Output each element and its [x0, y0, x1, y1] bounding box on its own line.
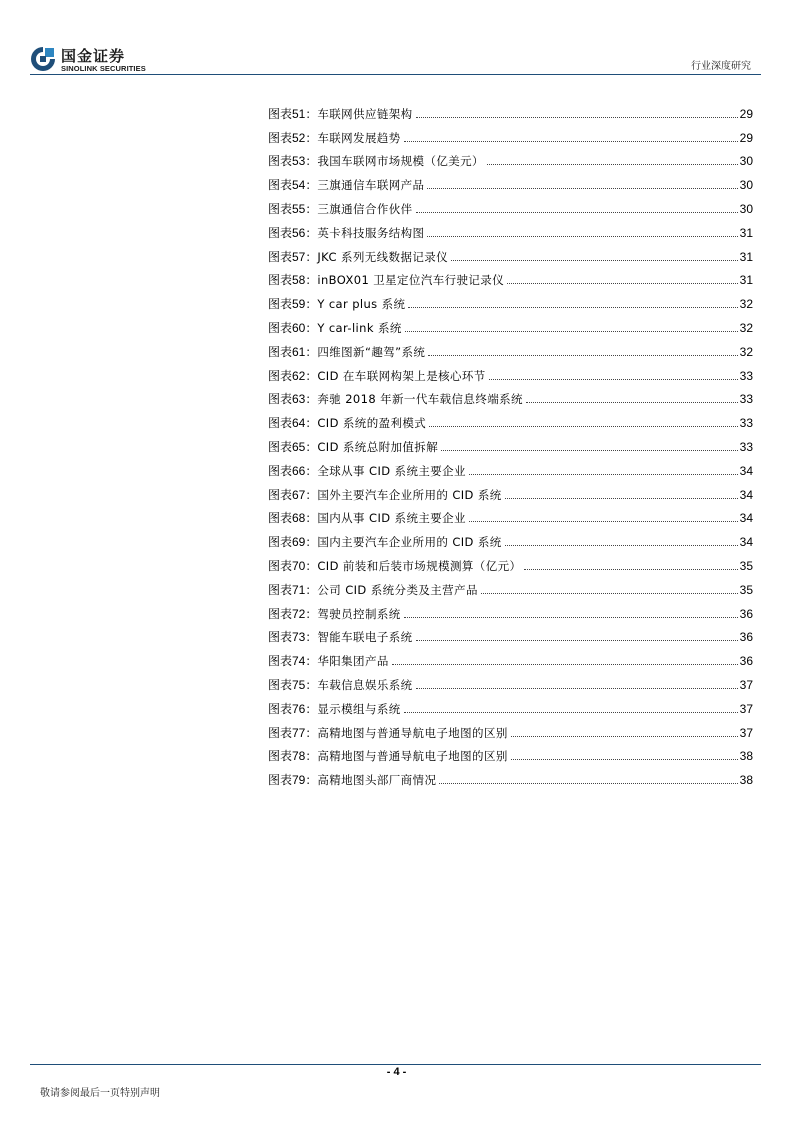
- toc-leader-dots: [427, 187, 737, 189]
- toc-entry[interactable]: [268, 192, 753, 216]
- toc-entry-label: 图表61：: [268, 344, 318, 359]
- toc-entry-title: 国外主要汽车企业所用的 CID 系统: [317, 487, 502, 502]
- toc-entry-title: 四维图新“趣驾”系统: [317, 344, 426, 359]
- toc-entry-title: 显示模组与系统: [317, 701, 401, 716]
- toc-entry-page: 34: [739, 511, 753, 526]
- toc-entry-page: 34: [739, 535, 753, 550]
- toc-entry-title: 车联网发展趋势: [317, 130, 401, 145]
- toc-entry[interactable]: [268, 668, 753, 692]
- toc-entry[interactable]: [268, 168, 753, 192]
- toc-entry-title: 英卡科技服务结构图: [317, 225, 425, 240]
- toc-leader-dots: [404, 140, 738, 142]
- toc-leader-dots: [507, 282, 738, 284]
- toc-entry-page: 36: [739, 654, 753, 669]
- toc-entry[interactable]: [268, 311, 753, 335]
- logo-chinese-name: 国金证券: [61, 47, 126, 65]
- toc-entry-page: 34: [739, 463, 753, 478]
- toc-entry-page: 33: [739, 416, 753, 431]
- toc-leader-dots: [481, 592, 738, 594]
- toc-entry[interactable]: [268, 763, 753, 787]
- toc-entry[interactable]: [268, 264, 753, 288]
- toc-entry[interactable]: [268, 287, 753, 311]
- toc-entry[interactable]: [268, 597, 753, 621]
- toc-entry-page: 29: [739, 130, 753, 145]
- toc-entry-title: 全球从事 CID 系统主要企业: [317, 463, 466, 478]
- company-logo: [30, 44, 190, 76]
- toc-entry-title: 国内主要汽车企业所用的 CID 系统: [317, 535, 502, 550]
- toc-leader-dots: [505, 544, 738, 546]
- toc-entry-title: CID 前装和后装市场规模测算（亿元）: [317, 558, 522, 573]
- toc-entry-page: 34: [739, 487, 753, 502]
- toc-leader-dots: [404, 711, 738, 713]
- report-type: 行业深度研究: [691, 61, 751, 72]
- toc-entry-title: CID 系统总附加值拆解: [317, 439, 439, 454]
- toc-leader-dots: [392, 663, 738, 665]
- toc-entry[interactable]: [268, 216, 753, 240]
- toc-entry-page: 31: [739, 249, 753, 264]
- toc-entry-title: CID 系统的盈利模式: [317, 416, 427, 431]
- toc-entry-title: 三旗通信合作伙伴: [317, 201, 413, 216]
- toc-entry-title: 公司 CID 系统分类及主营产品: [317, 582, 478, 597]
- toc-entry-title: 车联网供应链架构: [317, 106, 413, 121]
- toc-entry-label: 图表55：: [268, 201, 318, 216]
- toc-entry-page: 31: [739, 273, 753, 288]
- toc-leader-dots: [526, 401, 738, 403]
- toc-entry-page: 31: [739, 225, 753, 240]
- toc-entry[interactable]: [268, 145, 753, 169]
- toc-entry-title: JKC 系列无线数据记录仪: [317, 249, 449, 264]
- toc-entry-title: 驾驶员控制系统: [317, 606, 401, 621]
- toc-entry-label: 图表51：: [268, 106, 318, 121]
- toc-entry-title: CID 在车联网构架上是核心环节: [317, 368, 486, 383]
- toc-leader-dots: [416, 639, 738, 641]
- toc-entry[interactable]: [268, 573, 753, 597]
- disclaimer-text: 敬请参阅最后一页特别声明: [40, 1088, 160, 1099]
- toc-entry[interactable]: [268, 430, 753, 454]
- toc-entry[interactable]: [268, 240, 753, 264]
- toc-leader-dots: [489, 378, 738, 380]
- toc-entry-page: 38: [739, 773, 753, 788]
- toc-entry[interactable]: [268, 502, 753, 526]
- toc-entry-title: 国内从事 CID 系统主要企业: [317, 511, 466, 526]
- toc-entry-label: 图表75：: [268, 677, 318, 692]
- toc-entry-page: 35: [739, 558, 753, 573]
- toc-entry-title: 华阳集团产品: [317, 654, 389, 669]
- toc-entry-title: inBOX01 卫星定位汽车行驶记录仪: [317, 273, 505, 288]
- toc-entry-page: 30: [739, 178, 753, 193]
- toc-entry[interactable]: [268, 549, 753, 573]
- toc-leader-dots: [404, 616, 738, 618]
- toc-entry[interactable]: [268, 406, 753, 430]
- toc-entry-label: 图表70：: [268, 558, 318, 573]
- toc-leader-dots: [524, 568, 737, 570]
- toc-entry[interactable]: [268, 716, 753, 740]
- toc-leader-dots: [511, 758, 738, 760]
- toc-leader-dots: [428, 354, 737, 356]
- toc-entry-label: 图表77：: [268, 725, 318, 740]
- sinolink-logo-icon: [30, 46, 56, 72]
- toc-leader-dots: [416, 116, 738, 118]
- toc-entry-page: 37: [739, 677, 753, 692]
- toc-entry-title: 高精地图头部厂商情况: [317, 773, 437, 788]
- toc-entry-page: 33: [739, 439, 753, 454]
- toc-entry-label: 图表54：: [268, 178, 318, 193]
- toc-entry[interactable]: [268, 454, 753, 478]
- toc-leader-dots: [451, 259, 738, 261]
- toc-entry[interactable]: [268, 383, 753, 407]
- toc-entry-title: Y car-link 系统: [317, 320, 402, 335]
- toc-leader-dots: [441, 449, 738, 451]
- toc-entry-label: 图表65：: [268, 439, 318, 454]
- toc-entry-page: 35: [739, 582, 753, 597]
- toc-entry-page: 37: [739, 701, 753, 716]
- toc-entry-title: 我国车联网市场规模（亿美元）: [317, 154, 484, 169]
- toc-entry-page: 33: [739, 368, 753, 383]
- toc-entry[interactable]: [268, 740, 753, 764]
- toc-entry-label: 图表68：: [268, 511, 318, 526]
- logo-english-name: SINOLINK SECURITIES: [61, 64, 146, 73]
- toc-entry-label: 图表71：: [268, 582, 318, 597]
- toc-entry-label: 图表62：: [268, 368, 318, 383]
- toc-entry-page: 36: [739, 606, 753, 621]
- toc-leader-dots: [408, 306, 737, 308]
- toc-entry-label: 图表66：: [268, 463, 318, 478]
- toc-entry[interactable]: [268, 644, 753, 668]
- toc-entry-label: 图表67：: [268, 487, 318, 502]
- toc-entry[interactable]: [268, 97, 753, 121]
- toc-entry-label: 图表76：: [268, 701, 318, 716]
- toc-entry-label: 图表72：: [268, 606, 318, 621]
- toc-entry-label: 图表58：: [268, 273, 318, 288]
- toc-entry-label: 图表64：: [268, 416, 318, 431]
- toc-entry-title: Y car plus 系统: [317, 297, 406, 312]
- toc-entry[interactable]: [268, 335, 753, 359]
- toc-leader-dots: [416, 211, 738, 213]
- footer-divider: [30, 1064, 761, 1065]
- toc-leader-dots: [416, 687, 738, 689]
- toc-leader-dots: [469, 520, 738, 522]
- toc-entry-label: 图表53：: [268, 154, 318, 169]
- toc-entry-page: 32: [739, 344, 753, 359]
- toc-entry[interactable]: [268, 621, 753, 645]
- toc-entry-title: 智能车联电子系统: [317, 630, 413, 645]
- toc-entry-label: 图表74：: [268, 654, 318, 669]
- toc-leader-dots: [427, 235, 737, 237]
- toc-entry-title: 奔驰 2018 年新一代车载信息终端系统: [317, 392, 523, 407]
- toc-entry[interactable]: [268, 121, 753, 145]
- toc-entry-label: 图表69：: [268, 535, 318, 550]
- toc-entry-label: 图表56：: [268, 225, 318, 240]
- toc-entry-title: 三旗通信车联网产品: [317, 178, 425, 193]
- toc-entry-page: 32: [739, 320, 753, 335]
- toc-entry-label: 图表52：: [268, 130, 318, 145]
- toc-leader-dots: [439, 782, 737, 784]
- toc-entry-page: 33: [739, 392, 753, 407]
- toc-entry-title: 高精地图与普通导航电子地图的区别: [317, 725, 508, 740]
- toc-leader-dots: [405, 330, 738, 332]
- toc-entry-label: 图表73：: [268, 630, 318, 645]
- toc-entry-title: 高精地图与普通导航电子地图的区别: [317, 749, 508, 764]
- toc-entry[interactable]: [268, 478, 753, 502]
- toc-leader-dots: [511, 735, 738, 737]
- toc-entry-page: 36: [739, 630, 753, 645]
- toc-entry-label: 图表60：: [268, 320, 318, 335]
- toc-entry-label: 图表57：: [268, 249, 318, 264]
- toc-entry-label: 图表59：: [268, 297, 318, 312]
- toc-entry-label: 图表79：: [268, 773, 318, 788]
- toc-entry-page: 29: [739, 106, 753, 121]
- toc-entry[interactable]: [268, 692, 753, 716]
- toc-entry-title: 车载信息娱乐系统: [317, 677, 413, 692]
- toc-leader-dots: [487, 163, 738, 165]
- page-number: - 4 -: [386, 1066, 407, 1078]
- figure-table-of-contents: [268, 97, 753, 787]
- toc-entry[interactable]: [268, 359, 753, 383]
- toc-leader-dots: [469, 473, 738, 475]
- toc-entry-label: 图表63：: [268, 392, 318, 407]
- toc-leader-dots: [429, 425, 737, 427]
- toc-entry-page: 32: [739, 297, 753, 312]
- toc-entry-page: 38: [739, 749, 753, 764]
- toc-entry-label: 图表78：: [268, 749, 318, 764]
- header-divider: [30, 74, 761, 75]
- toc-entry-page: 30: [739, 201, 753, 216]
- toc-entry-page: 37: [739, 725, 753, 740]
- toc-entry[interactable]: [268, 525, 753, 549]
- toc-entry-page: 30: [739, 154, 753, 169]
- toc-leader-dots: [505, 497, 738, 499]
